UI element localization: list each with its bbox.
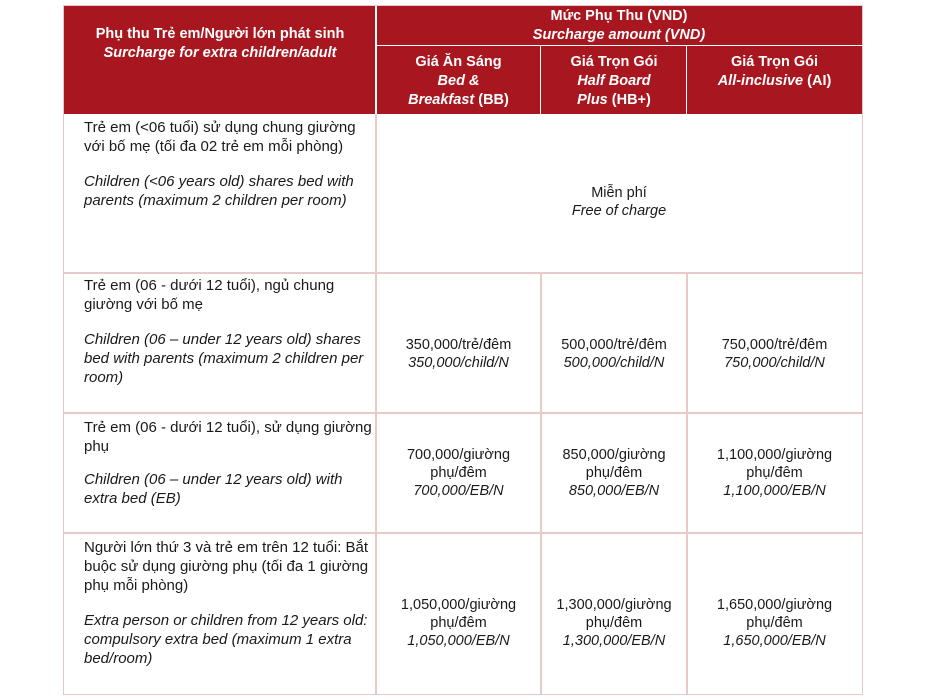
row2-desc — [64, 276, 376, 408]
row4-ai-vi1: 1,650,000/giường — [716, 597, 833, 613]
row4-bb-vi2: phụ/đêm — [430, 615, 487, 631]
row2-hb — [541, 336, 687, 372]
row3-bb — [376, 446, 541, 500]
divider — [64, 272, 862, 274]
row2-ai — [687, 336, 862, 372]
header-hb-vi: Giá Trọn Gói — [570, 54, 658, 70]
row1-desc — [64, 118, 376, 272]
divider — [540, 274, 542, 694]
divider — [686, 274, 688, 694]
row3-ai-en: 1,100,000/EB/N — [723, 483, 826, 499]
header-left-vi: Phụ thu Trẻ em/Người lớn phát sinh — [95, 26, 345, 42]
header-bb-code: (BB) — [478, 92, 509, 108]
header-bb-vi: Giá Ăn Sáng — [415, 54, 502, 70]
row1-merged-value — [376, 184, 862, 224]
header-hb-en2: Plus — [577, 92, 608, 108]
header-ai-en1: All-inclusive — [717, 73, 804, 89]
row2-hb-en: 500,000/child/N — [563, 355, 665, 371]
header-bb-en2: Breakfast — [408, 92, 475, 108]
row4-ai — [687, 596, 862, 650]
row2-bb — [376, 336, 541, 372]
divider — [64, 532, 862, 534]
header-ai-code: (AI) — [807, 73, 832, 89]
row3-hb-en: 850,000/EB/N — [568, 483, 660, 499]
header-ai-vi: Giá Trọn Gói — [730, 54, 818, 70]
row1-merged-vi: Miễn phí — [591, 185, 647, 201]
row4-hb-vi1: 1,300,000/giường — [556, 597, 672, 613]
header-amount-vi: Mức Phụ Thu (VND) — [550, 8, 688, 24]
row1-merged-en: Free of charge — [571, 203, 667, 219]
row4-ai-vi2: phụ/đêm — [746, 615, 803, 631]
row4-desc-en: Extra person or children from 12 years old: compulsory extra bed (maximum 1 extra bed/room) — [84, 612, 368, 667]
row2-ai-vi: 750,000/trẻ/đêm — [721, 337, 828, 353]
row2-desc-vi: Trẻ em (06 - dưới 12 tuổi), ngủ chung giường với bố mẹ — [84, 277, 335, 313]
row4-bb-en: 1,050,000/EB/N — [407, 633, 510, 649]
header-left-en: Surcharge for extra children/adult — [103, 45, 337, 61]
row4-hb-en: 1,300,000/EB/N — [562, 633, 666, 649]
header-left-cell — [64, 6, 376, 114]
row4-hb — [541, 596, 687, 650]
row2-bb-en: 350,000/child/N — [408, 355, 509, 371]
row4-ai-en: 1,650,000/EB/N — [723, 633, 826, 649]
row3-bb-vi2: phụ/đêm — [430, 465, 487, 481]
row1-desc-vi: Trẻ em (<06 tuổi) sử dụng chung giường với bố mẹ (tối đa 02 trẻ em mỗi phòng) — [84, 119, 356, 155]
row4-bb-vi1: 1,050,000/giường — [400, 597, 517, 613]
row3-desc — [64, 418, 376, 528]
row3-desc-vi: Trẻ em (06 - dưới 12 tuổi), sử dụng giường phụ — [84, 419, 372, 455]
row2-ai-en: 750,000/child/N — [724, 355, 825, 371]
divider — [64, 412, 862, 414]
row3-hb-vi1: 850,000/giường — [562, 447, 666, 463]
header-hb-en1: Half Board — [577, 73, 651, 89]
header-hb-code: (HB+) — [611, 92, 651, 108]
row3-ai — [687, 446, 862, 500]
row2-desc-en: Children (06 – under 12 years old) shares bed with parents (maximum 2 children per room) — [84, 331, 364, 386]
surcharge-table — [63, 5, 863, 695]
header-amount-en: Surcharge amount (VND) — [532, 27, 706, 43]
header-amount-cell — [376, 6, 862, 46]
row3-desc-en: Children (06 – under 12 years old) with extra bed (EB) — [84, 471, 343, 507]
row3-bb-vi1: 700,000/giường — [406, 447, 511, 463]
row3-ai-vi2: phụ/đêm — [746, 465, 803, 481]
row2-bb-vi: 350,000/trẻ/đêm — [405, 337, 512, 353]
row2-hb-vi: 500,000/trẻ/đêm — [561, 337, 667, 353]
row4-desc — [64, 538, 376, 692]
row4-hb-vi2: phụ/đêm — [585, 615, 643, 631]
row1-desc-en: Children (<06 years old) shares bed with parents (maximum 2 children per room) — [84, 173, 354, 209]
header-hb-cell — [541, 46, 687, 114]
row4-desc-vi: Người lớn thứ 3 và trẻ em trên 12 tuổi: Bắt buộc sử dụng giường phụ (tối đa 1 giường phụ mỗi phòng) — [84, 539, 369, 594]
divider — [375, 114, 377, 694]
header-ai-cell — [687, 46, 862, 114]
row3-bb-en: 700,000/EB/N — [413, 483, 504, 499]
header-bb-cell — [376, 46, 541, 114]
row3-ai-vi1: 1,100,000/giường — [716, 447, 833, 463]
row4-bb — [376, 596, 541, 650]
row3-hb-vi2: phụ/đêm — [585, 465, 643, 481]
header-bb-en1: Bed & — [437, 73, 480, 89]
row3-hb — [541, 446, 687, 500]
